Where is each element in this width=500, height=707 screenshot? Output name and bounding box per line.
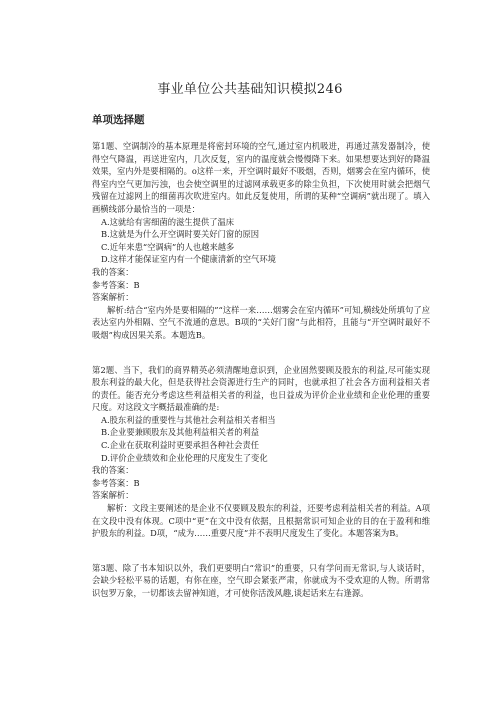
question-3	[92, 562, 430, 600]
option-a: A.这就给有害细菌的滋生提供了温床	[101, 216, 235, 227]
analysis-label: 答案解析：	[92, 490, 134, 501]
question-stem: 第1题、空调制冷的基本原理是将密封环境的空气,通过室内机吸进，再通过蒸发器制冷，使得空气降温，再送进室内，几次反复，室内的温度就会慢慢降下来。如果想要达到好的降温效果，室内外是要相隔的。o这样一来，开空调时最好不吸烟，否则，烟雾会在室内循环，使得室内空气更加污浊，也会使空调里的过滤网承载更多的除尘负担，下次使用时就会把烟气残留在过滤网上的细菌再次吹进室内。如此反复使用，所谓的某种“空调病”就出现了。填入画横线部分最恰当的一项是：	[92, 141, 430, 214]
document-title: 事业单位公共基础知识模拟246	[157, 82, 343, 97]
question-list	[92, 140, 430, 622]
option-b: B.这就是为什么开空调时要关好门窗的原因	[101, 229, 260, 240]
option-b: B.企业要兼顾股东及其他利益相关者的利益	[101, 427, 260, 438]
analysis-text: 解析：文段主要阐述的是企业不仅要顾及股东的利益，还要考虑利益相关者的利益。A项在文段中没有体现。C项中“更”在文中没有依据，且根据常识可知企业的目的在于盈利和维护股东的利益。D项，“成为……重要尺度”并不表明尺度发生了变化。本题答案为B。	[92, 503, 430, 539]
analysis-label: 答案解析：	[92, 292, 134, 303]
option-list	[92, 414, 430, 464]
question-stem: 第3题、除了书本知识以外，我们更要明白“常识”的重要，只有学问而无常识,与人谈话时，会缺少轻松平易的话题，有你在座，空气即会紧张严肃，你就成为不受欢迎的人物。所谓常识包罗万象，一切都该去留神知道，才可使你活泼风趣,谈起话来左右逢源。	[92, 562, 430, 598]
analysis-text: 解析:结合“室内外是要相隔的”“这样一来……烟雾会在室内循环”可知,横线处所填句了应表达室内外相隔、空气不流通的意思。B项的“关好门窗”与此相符，且能与“开空调时最好不吸烟”构成因果关系。本题选B。	[92, 304, 430, 340]
question-1	[92, 140, 430, 342]
option-c: C.近年来患“空调病”的人也越来越多	[101, 241, 235, 252]
option-c: C.企业在获取利益时更要承担各种社会责任	[101, 440, 260, 451]
question-2	[92, 364, 430, 540]
my-answer-label: 我的答案：	[92, 465, 134, 476]
question-stem: 第2题、当下，我们的商界精英必须清醒地意识到，企业固然要顾及股东的利益,尽可能实现股东利益的最大化，但是获得社会资源进行生产的同时，也就承担了社会各方面利益相关者的责任。能否充分考虑这些利益相关者的利益，也日益成为评价企业业绩和企业伦理的重要尺度。对这段文字概括最准确的是:	[92, 364, 430, 413]
option-d: D.评价企业绩效和企业伦理的尺度发生了变化	[101, 452, 268, 463]
option-list	[92, 216, 430, 266]
section-heading: 单项选择题	[92, 114, 145, 126]
option-a: A.股东利益的重要性与其他社会利益相关者相当	[101, 414, 276, 425]
reference-answer: 参考答案：B	[92, 279, 140, 290]
reference-answer: 参考答案：B	[92, 477, 140, 488]
option-d: D.这样才能保证室内有一个健康清新的空气环境	[101, 254, 276, 265]
my-answer-label: 我的答案：	[92, 266, 134, 277]
